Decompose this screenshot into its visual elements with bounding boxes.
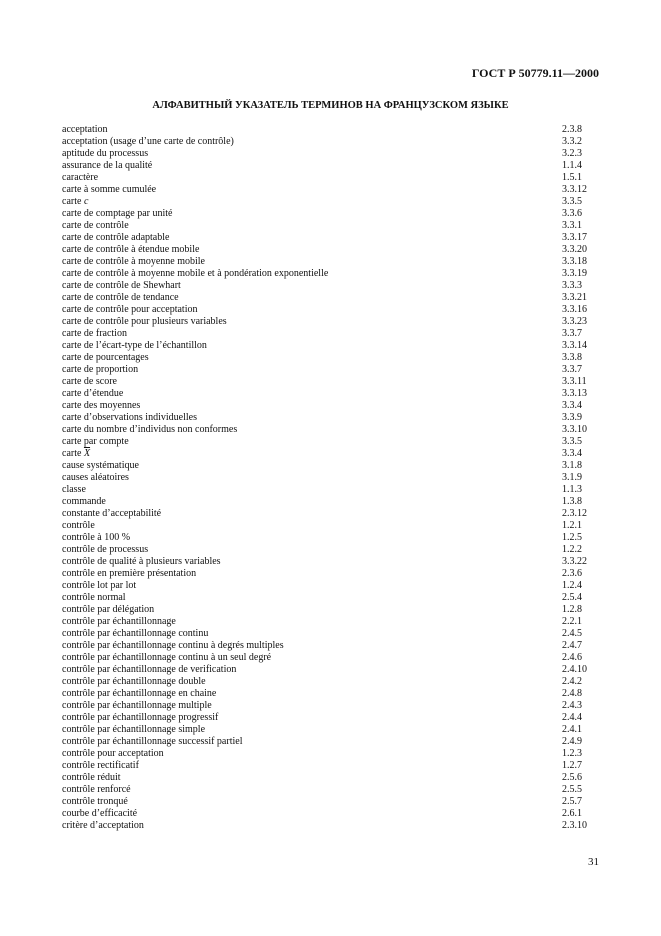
- index-term: carte de contrôle: [62, 220, 129, 231]
- index-reference: 2.6.1: [562, 808, 582, 819]
- index-reference: 3.1.8: [562, 460, 582, 471]
- index-reference: 3.3.9: [562, 412, 582, 423]
- index-reference: 1.5.1: [562, 172, 582, 183]
- index-entry: [62, 328, 622, 340]
- index-entry: [62, 292, 622, 304]
- index-reference: 1.2.1: [562, 520, 582, 531]
- index-term: commande: [62, 496, 106, 507]
- index-entry: [62, 232, 622, 244]
- index-reference: 2.4.8: [562, 688, 582, 699]
- index-entry: [62, 268, 622, 280]
- index-reference: 3.3.4: [562, 400, 582, 411]
- index-term: courbe d’efficacité: [62, 808, 138, 819]
- index-reference: 1.2.5: [562, 532, 582, 543]
- index-reference: 1.1.4: [562, 160, 582, 171]
- index-term: caractère: [62, 172, 99, 183]
- index-reference: 3.3.17: [562, 232, 587, 243]
- index-term: carte de contrôle pour plusieurs variables: [62, 316, 227, 327]
- index-term: carte de score: [62, 376, 117, 387]
- index-entry: [62, 496, 622, 508]
- index-term: contrôle par échantillonnage: [62, 616, 176, 627]
- index-term: carte de pourcentages: [62, 352, 149, 363]
- index-entry: [62, 424, 622, 436]
- index-entry: [62, 448, 622, 460]
- index-entry: [62, 436, 622, 448]
- index-reference: 3.3.7: [562, 328, 582, 339]
- index-term: contrôle normal: [62, 592, 126, 603]
- index-reference: 2.3.6: [562, 568, 582, 579]
- index-entry: [62, 208, 622, 220]
- index-entry: [62, 808, 622, 820]
- index-term: carte de comptage par unité: [62, 208, 173, 219]
- index-reference: 2.3.8: [562, 124, 582, 135]
- index-term: contrôle à 100 %: [62, 532, 131, 543]
- index-reference: 1.2.8: [562, 604, 582, 615]
- index-entry: [62, 376, 622, 388]
- index-reference: 3.3.2: [562, 136, 582, 147]
- index-term: contrôle par échantillonnage en chaine: [62, 688, 217, 699]
- index-term: constante d’acceptabilité: [62, 508, 162, 519]
- index-reference: 2.4.10: [562, 664, 587, 675]
- index-reference: 3.3.7: [562, 364, 582, 375]
- index-term: carte de proportion: [62, 364, 139, 375]
- index-entry: [62, 304, 622, 316]
- index-term: carte de l’écart-type de l’échantillon: [62, 340, 207, 351]
- index-entry: [62, 400, 622, 412]
- index-term: contrôle renforcé: [62, 784, 131, 795]
- index-list: [62, 124, 622, 832]
- index-reference: 3.3.6: [562, 208, 582, 219]
- index-reference: 2.4.2: [562, 676, 582, 687]
- index-term: contrôle tronqué: [62, 796, 128, 807]
- index-entry: [62, 784, 622, 796]
- index-term: aptitude du processus: [62, 148, 149, 159]
- index-entry: [62, 160, 622, 172]
- index-reference: 3.1.9: [562, 472, 582, 483]
- index-term: contrôle lot par lot: [62, 580, 137, 591]
- index-entry: [62, 220, 622, 232]
- index-term: contrôle de processus: [62, 544, 149, 555]
- index-entry: [62, 136, 622, 148]
- index-reference: 3.3.14: [562, 340, 587, 351]
- index-reference: 1.1.3: [562, 484, 582, 495]
- index-entry: [62, 124, 622, 136]
- index-entry: [62, 760, 622, 772]
- index-term: carte de contrôle de tendance: [62, 292, 179, 303]
- index-reference: 2.4.6: [562, 652, 582, 663]
- index-reference: 3.3.4: [562, 448, 582, 459]
- index-entry: [62, 796, 622, 808]
- index-term: carte de contrôle de Shewhart: [62, 280, 181, 291]
- index-entry: [62, 688, 622, 700]
- index-entry: [62, 676, 622, 688]
- index-term: contrôle en première présentation: [62, 568, 197, 579]
- index-term: cause systématique: [62, 460, 139, 471]
- index-entry: [62, 628, 622, 640]
- index-term: carte de contrôle à étendue mobile: [62, 244, 200, 255]
- index-entry: [62, 172, 622, 184]
- index-entry: [62, 712, 622, 724]
- index-reference: 1.2.7: [562, 760, 582, 771]
- index-reference: 3.3.22: [562, 556, 587, 567]
- page-number: 31: [588, 856, 599, 868]
- index-entry: [62, 484, 622, 496]
- index-term: assurance de la qualité: [62, 160, 153, 171]
- index-entry: [62, 580, 622, 592]
- page-title: АЛФАВИТНЫЙ УКАЗАТЕЛЬ ТЕРМИНОВ НА ФРАНЦУЗСКОМ ЯЗЫКЕ: [152, 100, 509, 111]
- index-reference: 3.3.1: [562, 220, 582, 231]
- index-entry: [62, 652, 622, 664]
- index-entry: [62, 604, 622, 616]
- index-term: carte d’étendue: [62, 388, 124, 399]
- index-term: carte $\overline{X}$: [62, 448, 91, 459]
- index-reference: 3.3.19: [562, 268, 587, 279]
- index-term: carte des moyennes: [62, 400, 141, 411]
- index-reference: 3.3.5: [562, 436, 582, 447]
- index-term: contrôle par échantillonnage double: [62, 676, 206, 687]
- index-term: carte de contrôle à moyenne mobile: [62, 256, 205, 267]
- index-entry: [62, 196, 622, 208]
- index-term: contrôle réduit: [62, 772, 121, 783]
- index-reference: 2.4.3: [562, 700, 582, 711]
- index-reference: 2.4.7: [562, 640, 582, 651]
- index-term: carte d’observations individuelles: [62, 412, 197, 423]
- index-term: contrôle de qualité à plusieurs variables: [62, 556, 221, 567]
- index-reference: 2.5.4: [562, 592, 582, 603]
- index-reference: 2.4.9: [562, 736, 582, 747]
- index-reference: 3.2.3: [562, 148, 582, 159]
- index-reference: 3.3.23: [562, 316, 587, 327]
- index-term: carte c: [62, 196, 89, 207]
- index-reference: 1.2.3: [562, 748, 582, 759]
- index-entry: [62, 412, 622, 424]
- index-term: contrôle par échantillonnage continu à un seul degré: [62, 652, 272, 663]
- index-entry: [62, 748, 622, 760]
- index-entry: [62, 532, 622, 544]
- index-term: contrôle: [62, 520, 95, 531]
- index-entry: [62, 280, 622, 292]
- index-entry: [62, 820, 622, 832]
- index-entry: [62, 724, 622, 736]
- index-reference: 2.5.5: [562, 784, 582, 795]
- index-reference: 2.5.6: [562, 772, 582, 783]
- index-entry: [62, 772, 622, 784]
- index-reference: 3.3.3: [562, 280, 582, 291]
- index-reference: 2.2.1: [562, 616, 582, 627]
- index-reference: 3.3.11: [562, 376, 587, 387]
- index-entry: [62, 508, 622, 520]
- index-term: contrôle par échantillonnage simple: [62, 724, 206, 735]
- index-reference: 2.3.10: [562, 820, 587, 831]
- index-term: carte de contrôle pour acceptation: [62, 304, 198, 315]
- index-entry: [62, 556, 622, 568]
- index-term: contrôle par échantillonnage continu: [62, 628, 209, 639]
- index-reference: 3.3.21: [562, 292, 587, 303]
- index-entry: [62, 472, 622, 484]
- index-term: contrôle par échantillonnage de verification: [62, 664, 237, 675]
- index-term: carte par compte: [62, 436, 129, 447]
- index-reference: 1.3.8: [562, 496, 582, 507]
- index-reference: 3.3.12: [562, 184, 587, 195]
- index-term: contrôle pour acceptation: [62, 748, 164, 759]
- index-reference: 3.3.16: [562, 304, 587, 315]
- index-entry: [62, 184, 622, 196]
- index-reference: 3.3.20: [562, 244, 587, 255]
- index-entry: [62, 460, 622, 472]
- index-reference: 3.3.5: [562, 196, 582, 207]
- index-term: causes aléatoires: [62, 472, 129, 483]
- index-reference: 2.5.7: [562, 796, 582, 807]
- index-entry: [62, 340, 622, 352]
- document-code: ГОСТ Р 50779.11—2000: [471, 66, 599, 80]
- index-reference: 3.3.10: [562, 424, 587, 435]
- index-term: carte à somme cumulée: [62, 184, 157, 195]
- index-reference: 2.4.1: [562, 724, 582, 735]
- index-entry: [62, 244, 622, 256]
- index-term: carte du nombre d’individus non conformes: [62, 424, 238, 435]
- index-reference: 3.3.13: [562, 388, 587, 399]
- index-entry: [62, 592, 622, 604]
- index-term: carte de fraction: [62, 328, 127, 339]
- index-reference: 1.2.2: [562, 544, 582, 555]
- index-term: contrôle par échantillonnage progressif: [62, 712, 219, 723]
- index-entry: [62, 736, 622, 748]
- index-entry: [62, 256, 622, 268]
- index-reference: 2.3.12: [562, 508, 587, 519]
- index-reference: 2.4.5: [562, 628, 582, 639]
- index-entry: [62, 520, 622, 532]
- index-entry: [62, 388, 622, 400]
- index-term: carte de contrôle adaptable: [62, 232, 170, 243]
- index-entry: [62, 700, 622, 712]
- index-entry: [62, 352, 622, 364]
- index-term: contrôle par échantillonnage continu à degrés multiples: [62, 640, 284, 651]
- index-term: contrôle par échantillonnage multiple: [62, 700, 212, 711]
- index-term: acceptation (usage d’une carte de contrôle): [62, 136, 234, 147]
- index-entry: [62, 316, 622, 328]
- index-term: contrôle par échantillonnage successif partiel: [62, 736, 243, 747]
- index-reference: 2.4.4: [562, 712, 582, 723]
- index-reference: 3.3.18: [562, 256, 587, 267]
- index-reference: 1.2.4: [562, 580, 582, 591]
- index-entry: [62, 364, 622, 376]
- index-entry: [62, 544, 622, 556]
- index-term: carte de contrôle à moyenne mobile et à pondération exponentielle: [62, 268, 329, 279]
- index-entry: [62, 568, 622, 580]
- index-term: classe: [62, 484, 86, 495]
- index-entry: [62, 616, 622, 628]
- index-term: acceptation: [62, 124, 108, 135]
- index-entry: [62, 148, 622, 160]
- index-term: contrôle par délégation: [62, 604, 155, 615]
- index-reference: 3.3.8: [562, 352, 582, 363]
- index-term: contrôle rectificatif: [62, 760, 139, 771]
- index-term: critère d’acceptation: [62, 820, 144, 831]
- index-entry: [62, 640, 622, 652]
- index-entry: [62, 664, 622, 676]
